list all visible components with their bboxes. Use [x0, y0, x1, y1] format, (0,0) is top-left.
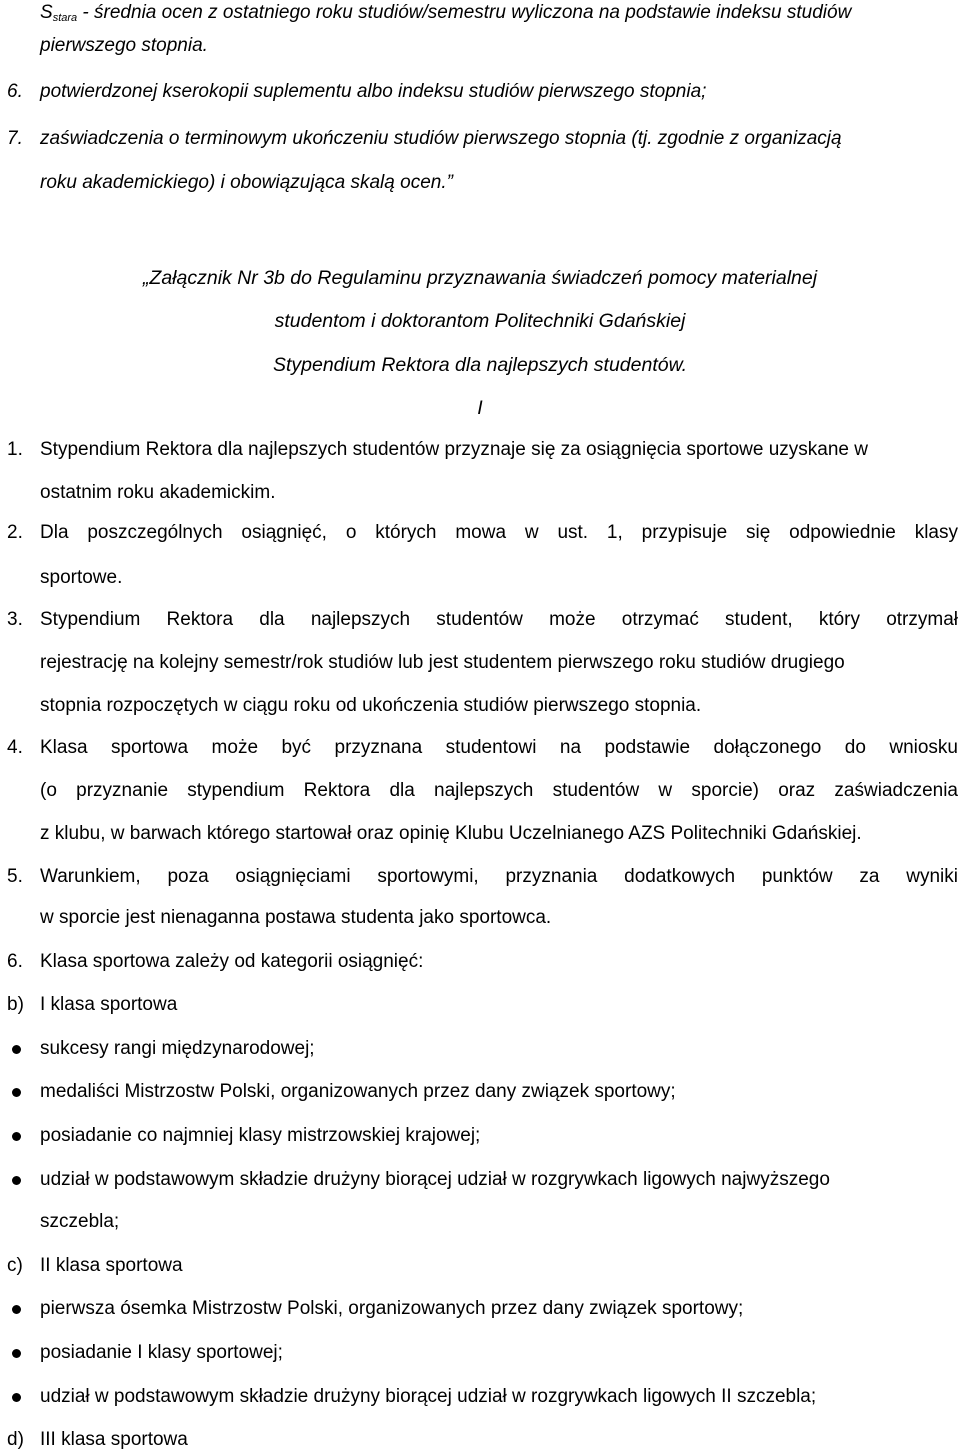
paragraph-number: 1. — [7, 439, 23, 460]
bullet-item-line: medaliści Mistrzostw Polski, organizowanych przez dany związek sportowy; — [40, 1081, 676, 1102]
intro-item-7-cont: roku akademickiego) i obowiązująca skalą ocen.” — [40, 172, 453, 193]
paragraph-number: 3. — [7, 609, 23, 630]
paragraph-text-line: stopnia rozpoczętych w ciągu roku od ukończenia studiów pierwszego stopnia. — [40, 695, 702, 716]
stara-symbol: $S_{stara}$ — [40, 2, 78, 24]
bullet-item-line: udział w podstawowym składzie drużyny biorącej udział w rozgrywkach ligowych II szczebla; — [40, 1386, 817, 1407]
paragraph-text-line: rejestrację na kolejny semestr/rok studiów lub jest studentem pierwszego roku studiów drugiego — [40, 652, 845, 673]
class-marker: d) — [7, 1429, 24, 1450]
paragraph-number: 4. — [7, 737, 23, 758]
paragraph-number: 5. — [7, 866, 23, 887]
class-marker: b) — [7, 994, 24, 1015]
bullet-item-line: posiadanie I klasy sportowej; — [40, 1342, 283, 1363]
bullet-icon — [12, 1349, 21, 1358]
class-title: III klasa sportowa — [40, 1429, 188, 1450]
paragraph-text-line: Warunkiem, poza osiągnięciami sportowymi, przyznania dodatkowych punktów za wyniki — [40, 866, 958, 887]
bullet-item-line: pierwsza ósemka Mistrzostw Polski, organizowanych przez dany związek sportowy; — [40, 1298, 744, 1319]
bullet-icon — [12, 1393, 21, 1402]
bullet-icon — [12, 1176, 21, 1185]
class-marker: c) — [7, 1255, 23, 1276]
bullet-icon — [12, 1088, 21, 1097]
bullet-icon — [12, 1305, 21, 1314]
stara-definition: $S_{stara}$ - średnia ocen z ostatniego roku studiów/semestru wyliczona na podstawie indeksu studiów — [40, 2, 852, 24]
annex-heading-line-3: Stypendium Rektora dla najlepszych studentów. — [272, 354, 688, 376]
paragraph-text-line: Klasa sportowa zależy od kategorii osiągnięć: — [40, 951, 424, 972]
annex-heading-line-1: „Załącznik Nr 3b do Regulaminu przyznawania świadczeń pomocy materialnej — [142, 267, 818, 289]
intro-item-7-number: 7. — [7, 128, 23, 149]
section-number: I — [477, 397, 483, 419]
intro-item-6: potwierdzonej kserokopii suplementu albo indeksu studiów pierwszego stopnia; — [40, 81, 707, 102]
paragraph-text-line: w sporcie jest nienaganna postawa studenta jako sportowca. — [40, 907, 552, 928]
paragraph-text-line: sportowe. — [40, 567, 123, 588]
paragraph-text-line: Stypendium Rektora dla najlepszych studentów przyznaje się za osiągnięcia sportowe uzyskane w — [40, 439, 868, 460]
bullet-item-line: sukcesy rangi międzynarodowej; — [40, 1038, 315, 1059]
class-title: II klasa sportowa — [40, 1255, 183, 1276]
paragraph-text-line: Klasa sportowa może być przyznana studentowi na podstawie dołączonego do wniosku — [40, 737, 958, 758]
annex-heading-line-2: studentom i doktorantom Politechniki Gdańskiej — [274, 310, 686, 332]
paragraph-text-line: Dla poszczególnych osiągnięć, o których mowa w ust. 1, przypisuje się odpowiednie klasy — [40, 522, 958, 543]
intro-item-6-number: 6. — [7, 81, 23, 102]
paragraph-number: 2. — [7, 522, 23, 543]
bullet-item-line: udział w podstawowym składzie drużyny biorącej udział w rozgrywkach ligowych najwyższego — [40, 1169, 830, 1190]
bullet-item-line: posiadanie co najmniej klasy mistrzowskiej krajowej; — [40, 1125, 481, 1146]
bullet-icon — [12, 1045, 21, 1054]
paragraph-number: 6. — [7, 951, 23, 972]
paragraph-text-line: ostatnim roku akademickim. — [40, 482, 276, 503]
intro-item-7: zaświadczenia o terminowym ukończeniu studiów pierwszego stopnia (tj. zgodnie z organizacją — [40, 128, 842, 149]
bullet-icon — [12, 1132, 21, 1141]
bullet-item-line: szczebla; — [40, 1211, 120, 1232]
stara-definition-cont: pierwszego stopnia. — [40, 35, 208, 56]
paragraph-text-line: z klubu, w barwach którego startował oraz opinię Klubu Uczelnianego AZS Politechniki Gdańskiej. — [40, 823, 862, 844]
paragraph-text-line: Stypendium Rektora dla najlepszych studentów może otrzymać student, który otrzymał — [40, 609, 958, 630]
class-title: I klasa sportowa — [40, 994, 178, 1015]
paragraph-text-line: (o przyznanie stypendium Rektora dla najlepszych studentów w sporcie) oraz zaświadczenia — [40, 780, 958, 801]
